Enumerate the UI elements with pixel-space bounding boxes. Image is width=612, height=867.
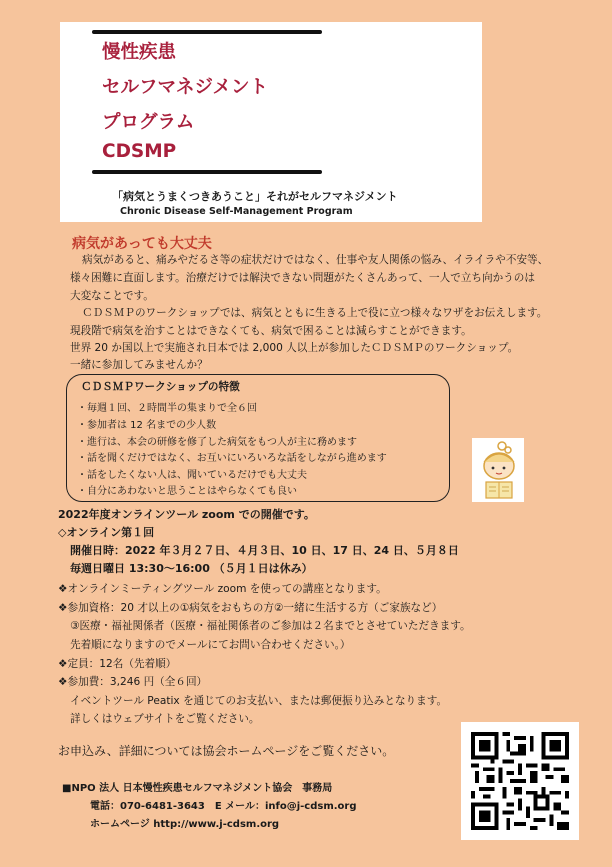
contact-org: ■NPO 法人 日本慢性疾患セルフマネジメント協会 事務局: [62, 783, 333, 794]
qr-code[interactable]: [461, 722, 579, 840]
event-heading: 2022年度オンラインツール zoom での開催です。: [58, 508, 315, 521]
event-detail: ③医療・福祉関係者（医療・福祉関係者のご参加は２名までとさせていただきます。: [70, 620, 471, 632]
header-bottom-rule: [92, 170, 322, 174]
intro-line: 大変なことです。: [70, 290, 154, 302]
intro-line: ＣＤＳＭＰのワークショップでは、病気とともに生きる上で役に立つ様々なワザをお伝えします。: [82, 307, 548, 319]
intro-line: 病気があると、痛みやだるさ等の症状だけではなく、仕事や友人関係の悩み、イライラや不安等、: [82, 254, 549, 266]
contact-homepage[interactable]: ホームページ http://www.j-cdsm.org: [90, 819, 280, 830]
intro-line: 世界 20 か国以上で実施され日本では 2,000 人以上が参加したＣＤＳＭＰのワークショップ。: [70, 342, 519, 354]
header-card: [60, 22, 482, 222]
event-detail: ❖参加資格：20 才以上の①病気をおもちの方②一緒に生活する方（ご家族など）: [58, 602, 443, 614]
event-detail: 先着順になりますのでメールにてお問い合わせください。）: [70, 639, 351, 651]
feature-item: ・話をしたくない人は、聞いているだけでも大丈夫: [77, 470, 307, 481]
features-box: [66, 374, 450, 502]
tagline: 「病気とうまくつきあうこと」それがセルフマネジメント: [112, 190, 398, 203]
qr-code-icon: [471, 732, 569, 830]
intro-line: 様々困難に直面します。治療だけでは解決できない問題がたくさんあって、一人で立ち向かうのは: [70, 272, 535, 284]
title-line-2: セルフマネジメント: [102, 77, 268, 98]
feature-item: ・自分にあわないと思うことはやらなくても良い: [77, 486, 297, 497]
event-detail: ❖定員：12名（先着順）: [58, 658, 177, 670]
contact-phone-email: 電話：070-6481-3643 E メール：info@j-cdsm.org: [90, 801, 357, 812]
event-detail: ❖参加費：3,246 円（全６回）: [58, 676, 208, 688]
intro-heading: 病気があっても大丈夫: [72, 236, 212, 252]
feature-item: ・毎週１回、２時間半の集まりで全６回: [77, 403, 257, 414]
title-line-3: プログラム: [102, 112, 195, 133]
event-session: ◇オンライン第１回: [58, 526, 155, 539]
header-top-rule: [92, 30, 322, 34]
feature-item: ・進行は、本会の研修を修了した病気をもつ人が主に務めます: [77, 437, 357, 448]
features-title: ＣＤＳＭＰワークショップの特徴: [81, 381, 240, 393]
event-detail: イベントツール Peatix を通じてのお支払い、または郵便振り込みとなります。: [70, 695, 448, 707]
feature-item: ・話を聞くだけではなく、お互いにいろいろな話をしながら進めます: [77, 453, 387, 464]
tagline-english: Chronic Disease Self-Management Program: [120, 206, 353, 217]
intro-line: 現段階で病気を治すことはできなくても、病気で困ることは減らすことができます。: [70, 325, 472, 337]
reading-person-illustration: [472, 438, 524, 502]
feature-item: ・参加者は 12 名までの少人数: [77, 420, 217, 431]
title-line-1: 慢性疾患: [102, 42, 177, 63]
event-detail: ❖オンラインミーティングツール zoom を使っての講座となります。: [58, 583, 387, 595]
title-line-4: CDSMP: [102, 141, 177, 162]
closing-note: お申込み、詳細については協会ホームページをご覧ください。: [58, 744, 395, 758]
event-dates: 開催日時：2022 年３月２７日、４月３日、10 日、17 日、24 日、５月８日: [70, 544, 459, 557]
event-detail: 詳しくはウェブサイトをご覧ください。: [70, 713, 260, 725]
intro-line: 一緒に参加してみませんか？: [70, 359, 208, 371]
event-time: 毎週日曜日 13:30～16:00 （５月１日は休み）: [70, 562, 313, 575]
